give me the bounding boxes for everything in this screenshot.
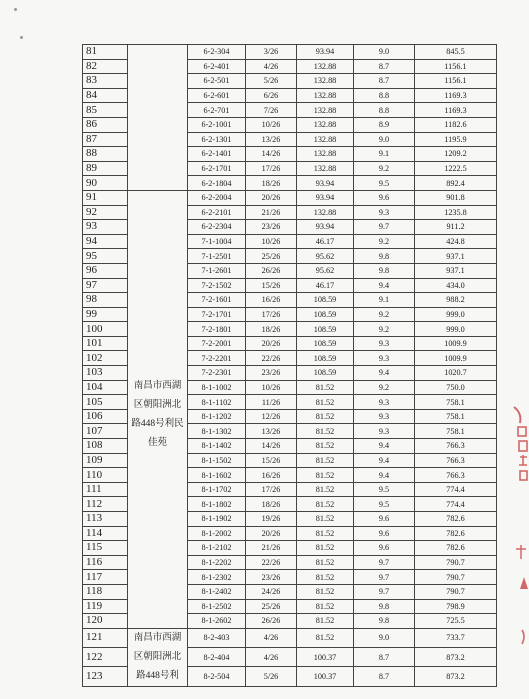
row-index: 117	[83, 570, 128, 585]
ratio: 9.3	[354, 336, 415, 351]
floor: 7/26	[246, 103, 297, 118]
ratio: 9.8	[354, 599, 415, 614]
unit-number: 8-1-1702	[188, 482, 246, 497]
price: 1209.2	[415, 147, 497, 162]
ratio: 9.5	[354, 497, 415, 512]
floor: 22/26	[246, 351, 297, 366]
floor: 10/26	[246, 234, 297, 249]
area: 81.52	[297, 614, 354, 629]
floor: 12/26	[246, 409, 297, 424]
area: 81.52	[297, 512, 354, 527]
floor: 14/26	[246, 147, 297, 162]
price: 1235.8	[415, 205, 497, 220]
unit-number: 6-2-701	[188, 103, 246, 118]
price: 1020.7	[415, 366, 497, 381]
area: 100.37	[297, 648, 354, 667]
unit-number: 6-2-501	[188, 74, 246, 89]
ratio: 9.3	[354, 424, 415, 439]
area: 81.52	[297, 526, 354, 541]
ratio: 9.6	[354, 190, 415, 205]
ratio: 9.4	[354, 439, 415, 454]
unit-number: 6-2-601	[188, 88, 246, 103]
area: 46.17	[297, 234, 354, 249]
row-index: 93	[83, 220, 128, 235]
price: 798.9	[415, 599, 497, 614]
ratio: 8.8	[354, 103, 415, 118]
area: 132.88	[297, 205, 354, 220]
price: 766.3	[415, 439, 497, 454]
floor: 17/26	[246, 307, 297, 322]
unit-number: 7-2-1801	[188, 322, 246, 337]
ratio: 9.6	[354, 512, 415, 527]
price: 999.0	[415, 307, 497, 322]
seal-stamp-fragment	[510, 543, 529, 593]
row-index: 121	[83, 628, 128, 647]
area: 46.17	[297, 278, 354, 293]
ratio: 9.7	[354, 220, 415, 235]
floor: 14/26	[246, 439, 297, 454]
area: 93.94	[297, 45, 354, 60]
row-index: 101	[83, 336, 128, 351]
area: 81.52	[297, 409, 354, 424]
floor: 21/26	[246, 541, 297, 556]
floor: 20/26	[246, 526, 297, 541]
floor: 18/26	[246, 176, 297, 191]
ratio: 9.3	[354, 395, 415, 410]
area: 132.88	[297, 74, 354, 89]
price: 758.1	[415, 424, 497, 439]
row-index: 100	[83, 322, 128, 337]
floor: 15/26	[246, 278, 297, 293]
price: 782.6	[415, 512, 497, 527]
price: 1169.3	[415, 88, 497, 103]
ratio: 9.6	[354, 526, 415, 541]
floor: 23/26	[246, 220, 297, 235]
price: 1156.1	[415, 74, 497, 89]
floor: 13/26	[246, 424, 297, 439]
area: 81.52	[297, 482, 354, 497]
row-index: 82	[83, 59, 128, 74]
price: 766.3	[415, 453, 497, 468]
row-index: 92	[83, 205, 128, 220]
ratio: 9.5	[354, 176, 415, 191]
unit-number: 8-1-1802	[188, 497, 246, 512]
ratio: 9.2	[354, 161, 415, 176]
ratio: 9.4	[354, 366, 415, 381]
area: 132.88	[297, 103, 354, 118]
unit-number: 6-2-1804	[188, 176, 246, 191]
price: 750.0	[415, 380, 497, 395]
price: 790.7	[415, 555, 497, 570]
area: 108.59	[297, 293, 354, 308]
row-index: 98	[83, 293, 128, 308]
unit-number: 6-2-401	[188, 59, 246, 74]
row-index: 110	[83, 468, 128, 483]
price: 758.1	[415, 395, 497, 410]
floor: 20/26	[246, 336, 297, 351]
row-index: 103	[83, 366, 128, 381]
area: 100.37	[297, 667, 354, 686]
price: 988.2	[415, 293, 497, 308]
ratio: 9.1	[354, 147, 415, 162]
ratio: 9.5	[354, 482, 415, 497]
row-index: 89	[83, 161, 128, 176]
area: 132.88	[297, 147, 354, 162]
floor: 25/26	[246, 249, 297, 264]
row-index: 114	[83, 526, 128, 541]
ratio: 9.4	[354, 453, 415, 468]
row-index: 111	[83, 482, 128, 497]
row-index: 116	[83, 555, 128, 570]
floor: 25/26	[246, 599, 297, 614]
scan-dot	[14, 8, 17, 11]
area: 81.52	[297, 555, 354, 570]
row-index: 105	[83, 395, 128, 410]
ratio: 8.7	[354, 648, 415, 667]
ratio: 9.1	[354, 293, 415, 308]
area: 95.62	[297, 249, 354, 264]
area: 108.59	[297, 351, 354, 366]
row-index: 85	[83, 103, 128, 118]
floor: 5/26	[246, 74, 297, 89]
price: 901.8	[415, 190, 497, 205]
row-index: 119	[83, 599, 128, 614]
floor: 13/26	[246, 132, 297, 147]
row-index: 83	[83, 74, 128, 89]
floor: 24/26	[246, 584, 297, 599]
ratio: 8.8	[354, 88, 415, 103]
price: 1156.1	[415, 59, 497, 74]
unit-number: 8-1-2102	[188, 541, 246, 556]
price: 774.4	[415, 497, 497, 512]
floor: 26/26	[246, 614, 297, 629]
ratio: 9.8	[354, 614, 415, 629]
area: 81.52	[297, 453, 354, 468]
floor: 11/26	[246, 395, 297, 410]
ratio: 9.8	[354, 263, 415, 278]
ratio: 9.2	[354, 234, 415, 249]
floor: 20/26	[246, 190, 297, 205]
unit-number: 8-1-1502	[188, 453, 246, 468]
row-index: 90	[83, 176, 128, 191]
area: 93.94	[297, 220, 354, 235]
location-cell	[128, 45, 188, 191]
unit-number: 6-2-2004	[188, 190, 246, 205]
unit-number: 7-1-2601	[188, 263, 246, 278]
table-row	[83, 190, 497, 205]
price: 873.2	[415, 667, 497, 686]
floor: 21/26	[246, 205, 297, 220]
unit-number: 7-1-2501	[188, 249, 246, 264]
unit-number: 8-2-504	[188, 667, 246, 686]
row-index: 106	[83, 409, 128, 424]
unit-number: 6-2-304	[188, 45, 246, 60]
area: 81.52	[297, 468, 354, 483]
row-index: 91	[83, 190, 128, 205]
price: 434.0	[415, 278, 497, 293]
unit-number: 6-2-2304	[188, 220, 246, 235]
floor: 6/26	[246, 88, 297, 103]
area: 81.52	[297, 380, 354, 395]
price: 790.7	[415, 570, 497, 585]
floor: 19/26	[246, 512, 297, 527]
unit-number: 8-1-1302	[188, 424, 246, 439]
area: 108.59	[297, 336, 354, 351]
unit-number: 8-1-2602	[188, 614, 246, 629]
area: 81.52	[297, 439, 354, 454]
price: 911.2	[415, 220, 497, 235]
row-index: 123	[83, 667, 128, 686]
floor: 10/26	[246, 117, 297, 132]
row-index: 97	[83, 278, 128, 293]
unit-number: 6-2-2101	[188, 205, 246, 220]
row-index: 102	[83, 351, 128, 366]
unit-number: 8-2-403	[188, 628, 246, 647]
floor: 4/26	[246, 628, 297, 647]
unit-number: 7-2-1502	[188, 278, 246, 293]
row-index: 96	[83, 263, 128, 278]
row-index: 115	[83, 541, 128, 556]
price: 999.0	[415, 322, 497, 337]
floor: 18/26	[246, 322, 297, 337]
area: 93.94	[297, 176, 354, 191]
ratio: 9.8	[354, 249, 415, 264]
floor: 10/26	[246, 380, 297, 395]
price: 758.1	[415, 409, 497, 424]
price: 845.5	[415, 45, 497, 60]
floor: 3/26	[246, 45, 297, 60]
price: 774.4	[415, 482, 497, 497]
ratio: 9.2	[354, 307, 415, 322]
location-cell: 南昌市西湖区朝阳洲北路448号利	[128, 628, 188, 686]
ratio: 8.9	[354, 117, 415, 132]
seal-stamp-fragment	[510, 628, 529, 648]
ratio: 9.6	[354, 541, 415, 556]
price: 733.7	[415, 628, 497, 647]
ratio: 9.3	[354, 409, 415, 424]
floor: 5/26	[246, 667, 297, 686]
unit-number: 8-1-2002	[188, 526, 246, 541]
ratio: 9.3	[354, 351, 415, 366]
table-row	[83, 628, 497, 647]
area: 81.52	[297, 584, 354, 599]
ratio: 9.0	[354, 628, 415, 647]
price: 1009.9	[415, 351, 497, 366]
ratio: 9.2	[354, 380, 415, 395]
area: 95.62	[297, 263, 354, 278]
ratio: 9.4	[354, 278, 415, 293]
floor: 4/26	[246, 59, 297, 74]
row-index: 112	[83, 497, 128, 512]
floor: 17/26	[246, 482, 297, 497]
unit-number: 8-1-1202	[188, 409, 246, 424]
unit-number: 8-1-2502	[188, 599, 246, 614]
row-index: 99	[83, 307, 128, 322]
unit-number: 8-1-2402	[188, 584, 246, 599]
floor: 23/26	[246, 570, 297, 585]
area: 132.88	[297, 59, 354, 74]
row-index: 88	[83, 147, 128, 162]
row-index: 113	[83, 512, 128, 527]
floor: 18/26	[246, 497, 297, 512]
row-index: 109	[83, 453, 128, 468]
scan-dot	[20, 36, 23, 39]
floor: 16/26	[246, 468, 297, 483]
area: 108.59	[297, 366, 354, 381]
price: 1195.9	[415, 132, 497, 147]
unit-number: 8-1-1102	[188, 395, 246, 410]
unit-number: 6-2-1401	[188, 147, 246, 162]
area: 108.59	[297, 307, 354, 322]
price: 766.3	[415, 468, 497, 483]
location-cell: 南昌市西湖区朝阳洲北路448号利民佳苑	[128, 190, 188, 628]
row-index: 94	[83, 234, 128, 249]
housing-price-table	[82, 44, 497, 687]
ratio: 9.0	[354, 45, 415, 60]
price: 1169.3	[415, 103, 497, 118]
price: 937.1	[415, 249, 497, 264]
area: 81.52	[297, 395, 354, 410]
table-body	[83, 45, 497, 687]
row-index: 107	[83, 424, 128, 439]
ratio: 9.7	[354, 570, 415, 585]
ratio: 9.4	[354, 468, 415, 483]
floor: 26/26	[246, 263, 297, 278]
price: 1009.9	[415, 336, 497, 351]
area: 108.59	[297, 322, 354, 337]
area: 81.52	[297, 628, 354, 647]
ratio: 9.2	[354, 322, 415, 337]
area: 132.88	[297, 88, 354, 103]
ratio: 9.3	[354, 205, 415, 220]
area: 81.52	[297, 541, 354, 556]
floor: 16/26	[246, 293, 297, 308]
unit-number: 8-1-1902	[188, 512, 246, 527]
price: 873.2	[415, 648, 497, 667]
unit-number: 7-2-2301	[188, 366, 246, 381]
price: 782.6	[415, 541, 497, 556]
price: 782.6	[415, 526, 497, 541]
row-index: 86	[83, 117, 128, 132]
unit-number: 7-2-1701	[188, 307, 246, 322]
unit-number: 8-1-1002	[188, 380, 246, 395]
area: 93.94	[297, 190, 354, 205]
floor: 15/26	[246, 453, 297, 468]
row-index: 104	[83, 380, 128, 395]
ratio: 8.7	[354, 667, 415, 686]
area: 132.88	[297, 161, 354, 176]
price: 892.4	[415, 176, 497, 191]
unit-number: 8-2-404	[188, 648, 246, 667]
area: 132.88	[297, 132, 354, 147]
row-index: 84	[83, 88, 128, 103]
seal-stamp-fragment	[510, 405, 529, 490]
floor: 4/26	[246, 648, 297, 667]
unit-number: 8-1-2202	[188, 555, 246, 570]
unit-number: 8-1-1602	[188, 468, 246, 483]
unit-number: 6-2-1701	[188, 161, 246, 176]
row-index: 108	[83, 439, 128, 454]
floor: 22/26	[246, 555, 297, 570]
unit-number: 7-2-2001	[188, 336, 246, 351]
price: 790.7	[415, 584, 497, 599]
area: 81.52	[297, 599, 354, 614]
unit-number: 7-2-2201	[188, 351, 246, 366]
floor: 17/26	[246, 161, 297, 176]
row-index: 122	[83, 648, 128, 667]
row-index: 120	[83, 614, 128, 629]
area: 132.88	[297, 117, 354, 132]
price: 725.5	[415, 614, 497, 629]
ratio: 9.7	[354, 555, 415, 570]
ratio: 8.7	[354, 74, 415, 89]
unit-number: 7-2-1601	[188, 293, 246, 308]
floor: 23/26	[246, 366, 297, 381]
row-index: 95	[83, 249, 128, 264]
area: 81.52	[297, 497, 354, 512]
price: 424.8	[415, 234, 497, 249]
row-index: 118	[83, 584, 128, 599]
unit-number: 6-2-1301	[188, 132, 246, 147]
ratio: 9.7	[354, 584, 415, 599]
price: 1222.5	[415, 161, 497, 176]
ratio: 8.7	[354, 59, 415, 74]
area: 81.52	[297, 570, 354, 585]
table-row	[83, 45, 497, 60]
price: 937.1	[415, 263, 497, 278]
row-index: 87	[83, 132, 128, 147]
price: 1182.6	[415, 117, 497, 132]
ratio: 9.0	[354, 132, 415, 147]
unit-number: 8-1-1402	[188, 439, 246, 454]
unit-number: 7-1-1004	[188, 234, 246, 249]
row-index: 81	[83, 45, 128, 60]
unit-number: 6-2-1001	[188, 117, 246, 132]
unit-number: 8-1-2302	[188, 570, 246, 585]
area: 81.52	[297, 424, 354, 439]
